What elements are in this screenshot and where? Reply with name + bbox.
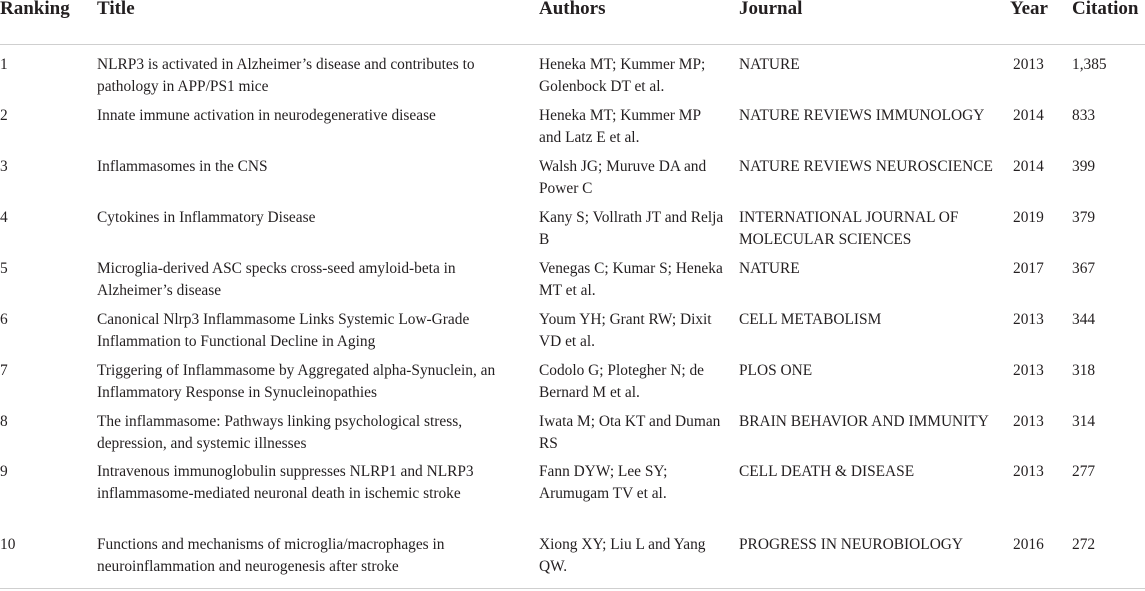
title-cell: Innate immune activation in neurodegenerative disease — [97, 107, 436, 124]
title-cell: Inflammasomes in the CNS — [97, 158, 268, 175]
citation-cell: 314 — [1072, 413, 1096, 430]
header-journal: Journal — [739, 0, 803, 19]
ranking-cell: 5 — [0, 260, 8, 277]
citation-cell: 399 — [1072, 158, 1096, 175]
table-header — [0, 0, 1145, 45]
ranking-cell: 2 — [0, 107, 8, 124]
header-title: Title — [97, 0, 135, 19]
year-cell: 2013 — [1013, 362, 1044, 379]
title-cell: Intravenous immunoglobulin suppresses NLRP1 and NLRP3 inflammasome-mediated neuronal death in ischemic stroke — [97, 463, 474, 502]
journal-cell: NATURE REVIEWS IMMUNOLOGY — [739, 107, 985, 124]
authors-cell: Fann DYW; Lee SY; Arumugam TV et al. — [539, 463, 668, 502]
journal-cell: INTERNATIONAL JOURNAL OF MOLECULAR SCIENCES — [739, 209, 959, 248]
title-cell: Functions and mechanisms of microglia/macrophages in neuroinflammation and neurogenesis after stroke — [97, 536, 445, 575]
citation-cell: 318 — [1072, 362, 1096, 379]
header-ranking: Ranking — [0, 0, 70, 19]
authors-cell: Venegas C; Kumar S; Heneka MT et al. — [539, 260, 723, 299]
journal-cell: NATURE REVIEWS NEUROSCIENCE — [739, 158, 993, 175]
journal-cell: NATURE — [739, 260, 800, 277]
citation-cell: 277 — [1072, 463, 1096, 480]
authors-cell: Heneka MT; Kummer MP; Golenbock DT et al. — [539, 56, 706, 95]
authors-cell: Xiong XY; Liu L and Yang QW. — [539, 536, 706, 575]
title-cell: Cytokines in Inflammatory Disease — [97, 209, 316, 226]
citation-cell: 272 — [1072, 536, 1096, 553]
ranking-cell: 4 — [0, 209, 8, 226]
citation-cell: 1,385 — [1072, 56, 1107, 73]
year-cell: 2013 — [1013, 311, 1044, 328]
journal-cell: PROGRESS IN NEUROBIOLOGY — [739, 536, 964, 553]
bottom-rule — [0, 588, 1145, 589]
citation-cell: 379 — [1072, 209, 1096, 226]
year-cell: 2014 — [1013, 158, 1044, 175]
year-cell: 2016 — [1013, 536, 1044, 553]
ranking-cell: 6 — [0, 311, 8, 328]
year-cell: 2013 — [1013, 56, 1044, 73]
authors-cell: Youm YH; Grant RW; Dixit VD et al. — [539, 311, 712, 350]
citation-cell: 367 — [1072, 260, 1096, 277]
ranking-cell: 8 — [0, 413, 8, 430]
journal-cell: NATURE — [739, 56, 800, 73]
header-authors: Authors — [539, 0, 606, 19]
ranking-cell: 9 — [0, 463, 8, 480]
year-cell: 2017 — [1013, 260, 1044, 277]
authors-cell: Kany S; Vollrath JT and Relja B — [539, 209, 724, 248]
ranking-cell: 3 — [0, 158, 8, 175]
title-cell: NLRP3 is activated in Alzheimer’s disease and contributes to pathology in APP/PS1 mice — [97, 56, 475, 95]
journal-cell: BRAIN BEHAVIOR AND IMMUNITY — [739, 413, 989, 430]
title-cell: Canonical Nlrp3 Inflammasome Links Systemic Low-Grade Inflammation to Functional Decline in Aging — [97, 311, 470, 350]
header-year: Year — [1010, 0, 1048, 19]
header-citation: Citation — [1072, 0, 1139, 19]
title-cell: The inflammasome: Pathways linking psychological stress, depression, and systemic illnesses — [97, 413, 463, 452]
authors-cell: Codolo G; Plotegher N; de Bernard M et al. — [539, 362, 705, 401]
year-cell: 2013 — [1013, 413, 1044, 430]
authors-cell: Iwata M; Ota KT and Duman RS — [539, 413, 721, 452]
title-cell: Microglia-derived ASC specks cross-seed amyloid-beta in Alzheimer’s disease — [97, 260, 456, 299]
year-cell: 2013 — [1013, 463, 1044, 480]
journal-cell: CELL METABOLISM — [739, 311, 882, 328]
citation-cell: 833 — [1072, 107, 1096, 124]
ranking-cell: 7 — [0, 362, 8, 379]
journal-cell: PLOS ONE — [739, 362, 813, 379]
authors-cell: Heneka MT; Kummer MP and Latz E et al. — [539, 107, 701, 146]
authors-cell: Walsh JG; Muruve DA and Power C — [539, 158, 707, 197]
ranking-cell: 10 — [0, 536, 16, 553]
title-cell: Triggering of Inflammasome by Aggregated alpha-Synuclein, an Inflammatory Response in Synucleinopathies — [97, 362, 496, 401]
ranking-cell: 1 — [0, 56, 8, 73]
journal-cell: CELL DEATH & DISEASE — [739, 463, 915, 480]
year-cell: 2019 — [1013, 209, 1044, 226]
citation-cell: 344 — [1072, 311, 1096, 328]
year-cell: 2014 — [1013, 107, 1044, 124]
